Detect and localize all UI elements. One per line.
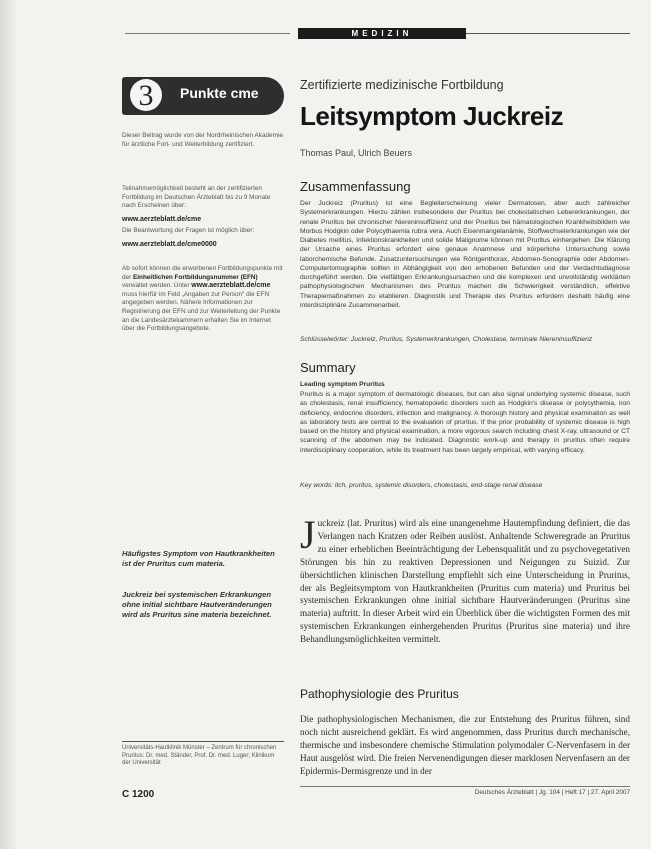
page-edge-shadow (0, 0, 18, 849)
keywords: Key words: itch, pruritus, systemic disorders, cholestasis, end-stage renal disease (300, 482, 543, 489)
sidebar-participation-text: Teilnahmemöglichkeit besteht an der zertifizierten Fortbildung im Deutschen Ärzteblatt bis zu 9 Monate nach Erscheinen über: (122, 185, 271, 210)
intro-paragraph (300, 512, 630, 646)
margin-callout-2: Juckreiz bei systemischen Erkrankungen ohne initial sichtbare Hautveränderungen wird als Pruritus sine materia bezeichnet. (122, 590, 272, 619)
sidebar-answer-link[interactable]: www.aerzteblatt.de/cme0000 (122, 240, 217, 248)
sidebar-answer-text: Die Beantwortung der Fragen ist möglich über: (122, 227, 255, 234)
author-affiliation: Universitäts-Hautklinik Münster – Zentrum für chronischen Pruritus: Dr. med. Ständer, Prof. Dr. med. Luger; Klinikum der Universität (122, 745, 277, 767)
page-number: C 1200 (122, 789, 155, 800)
article-title: Leitsymptom Juckreiz (300, 101, 564, 131)
cme-points-label: Punkte cme (180, 85, 259, 101)
footer-rule (300, 786, 630, 787)
sidebar-efn-text-a: Ab sofort können die erworbenen Fortbildungspunkte mit der (122, 265, 283, 281)
journal-citation: Deutsches Ärzteblatt | Jg. 104 | Heft 17 | 27. April 2007 (474, 789, 630, 796)
sidebar-cme-link[interactable]: www.aerzteblatt.de/cme (122, 215, 202, 223)
intro-text: uckreiz (lat. Pruritus) wird als eine unangenehme Hautempfindung definiert, die das Verlangen nach Kratzen oder Reiben auslöst. Anhaltende Schweregrade an Pruritus zu einer erheblichen Beeinträchtigung der Lebensqualität und zu psychovegetativen Störungen bis hin zu reaktiven Depressionen und Neigungen zu Suizid. Zur übersichtlichen klinischen Darstellung empfiehlt sich eine Unterscheidung in Pruritus, der als Begleitsymptom von Hautkrankheiten (Pruritus cum materia) und Pruritus bei systemischen Erkrankungen ohne initial sichtbare Hautveränderungen (Pruritus sine materia) auftritt. In dieser Arbeit wird ein Überblick über die wichtigsten Formen des mit systemischen Erkrankungen einhergehenden Pruritus (Pruritus sine materia) und ihre Behandlungsmöglichkeiten vermittelt. (300, 518, 630, 645)
sidebar-efn-text-b: verwaltet werden. Unter (122, 282, 192, 290)
sidebar-efn-link[interactable]: www.aerzteblatt.de/cme (191, 282, 271, 290)
cme-points-number: 3 (130, 79, 162, 111)
article-authors: Thomas Paul, Ulrich Beuers (300, 148, 413, 158)
schluesselwoerter: Schlüsselwörter: Juckreiz, Pruritus, Systemerkrankungen, Cholestase, terminale Niereninsuffizienz (300, 336, 593, 343)
pathophysiologie-text: Die pathophysiologischen Mechanismen, die zur Entstehung des Pruritus führen, sind noch nicht ausreichend geklärt. Es wird angenommen, dass Pruritus durch mechanische, thermische und insbesondere chemische Stimulation polymodaler C-Nervenfasern in der Haut ausgelöst wird. Die freien Nervenendigungen dieser marklosen Nervenfasern an der Epidermis-Dermisgrenze und in der (300, 714, 630, 776)
zusammenfassung-text: Der Juckreiz (Pruritus) ist eine Begleiterscheinung vieler Dermatosen, aber auch zahlreicher Systemerkrankungen. Hierzu zählen insbesondere der Pruritus bei cholestatischen Lebererkrankungen, der renale Pruritus bei chronischer Niereninsuffizienz und der Pruritus bei hämatologischen Krankheitsbildern wie Morbus Hodgkin oder Polycythaemia rubra vera. Auch Eisenmangelanämie, Stoffwechselerkrankungen wie der Diabetes mellitus, Infektionskrankheiten und solide Malignome können mit Pruritus einhergehen. Die Klärung der Ursache eines Pruritus erfordert eine genaue Anamnese und körperliche Untersuchung sowie laborchemische Befunde. Zusatzuntersuchungen wie Röntgenthorax, Abdomen-Sonographie oder Abdomen-Computertomographie sollten in Abhängigkeit von den erhobenen Befunden und der Verdachtsdiagnose durchgeführt werden. Die vielfältigen Erkrankungsursachen und die komplexen und unvollständig verklärten pathophysiologischen Mechanismen des Pruritus machen die Schwierigkeit verständlich, effektive Therapiemaßnahmen zu etablieren. Diagnostik und Therapie des Pruritus erfordern deshalb häufig eine interdisziplinäre Zusammenarbeit. (300, 200, 630, 309)
zusammenfassung-heading: Zusammenfassung (300, 179, 411, 194)
header-rule-left (125, 33, 290, 34)
margin-callout-1: Häufigstes Symptom von Hautkrankheiten ist der Pruritus cum materia. (122, 549, 275, 568)
sidebar-efn-bold: Einheitlichen Fortbildungsnummer (EFN) (133, 273, 258, 281)
sidebar-certification-note: Dieser Beitrag wurde von der Nordrheinischen Akademie für ärztliche Fort- und Weiterbildung zertifiziert. (122, 132, 283, 148)
section-rubric: MEDIZIN (298, 28, 466, 39)
sidebar-answer-note (122, 227, 284, 249)
sidebar-participation-note (122, 185, 284, 224)
affiliation-rule (122, 741, 284, 742)
pathophysiologie-heading: Pathophysiologie des Pruritus (300, 687, 459, 701)
drop-cap: J (300, 512, 316, 557)
summary-heading: Summary (300, 360, 356, 375)
sidebar-efn-note (122, 265, 284, 334)
cme-points-badge (122, 77, 284, 115)
summary-lead: Leading symptom Pruritus (300, 381, 385, 388)
summary-text: Pruritus is a major symptom of dermatologic diseases, but can also signal underlying systemic disease, such as cholestasis, renal insufficiency, hematopoietic disorders such as Hodgkin's disease or polycythemia, iron deficiency, endocrine disorders, infection and malignancy. A thorough history and physical examination as well as laboratory tests are central to the evaluation of pruritus. If the prior probability of systemic disease is high based on the history and physical examination, a more vigorous search including chest X-ray, ultrasound or CT scanning of the abdomen may be indicated. Diagnostic work-up and therapy in pruritus often require interdisciplinary cooperation, while its treatment has been largely empirical, with varying efficacy. (300, 391, 630, 454)
sidebar-efn-text-c: muss hierfür im Feld „Angaben zur Person" die EFN angegeben werden. Nähere Informationen zur Registrierung der EFN und zur Weiterleitung der Punkte an die Landesärztekammern erhalten Sie im Internet über die Fortbildungsangebote. (122, 290, 281, 333)
article-kicker: Zertifizierte medizinische Fortbildung (300, 78, 504, 92)
